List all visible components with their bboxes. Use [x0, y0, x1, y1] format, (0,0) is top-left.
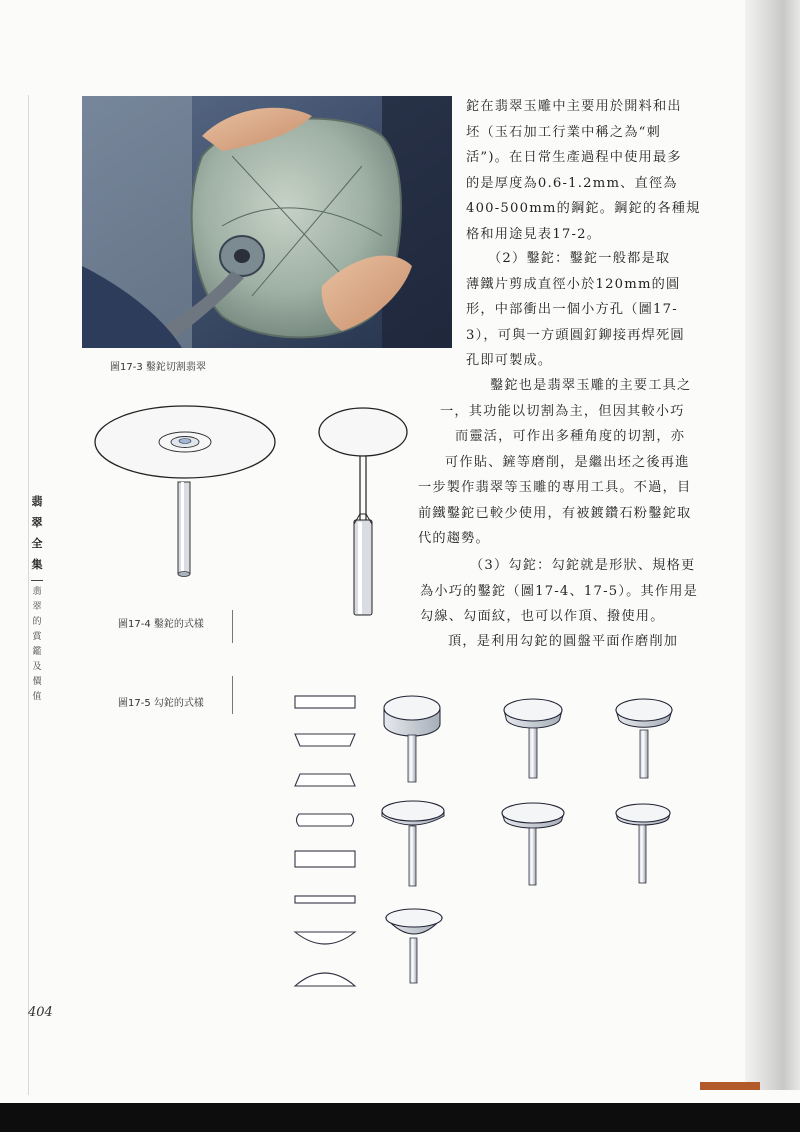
profile-taper-down [295, 734, 355, 746]
caption-rule [232, 676, 233, 714]
text-line: 的是厚度為0.6-1.2mm、直徑為 [466, 175, 678, 191]
paragraph-4 [420, 553, 756, 630]
hook-tool-6 [616, 804, 670, 883]
profile-rounded [297, 814, 354, 826]
chisel-disc-large [95, 406, 275, 577]
subtitle-char: 價 [32, 677, 42, 687]
text-line: 400-500mm的鋼鉈。鋼鉈的各種規 [466, 201, 701, 216]
margin-rule [28, 95, 29, 1095]
paragraph-2 [466, 246, 756, 374]
profile-thin [295, 896, 355, 903]
subtitle-char: 翠 [32, 602, 42, 612]
scan-border [0, 1103, 800, 1132]
hook-tool-7 [386, 909, 442, 983]
text-line: 而靈活，可作出多種角度的切割，亦 [455, 429, 686, 444]
text-line: 勾線、勾面紋，也可以作頂、撥使用。 [420, 609, 665, 624]
profile-flat [295, 696, 355, 708]
subtitle-char: 翡 [32, 587, 42, 597]
profile-thick [295, 851, 355, 867]
text-line: 可作貼、鏟等磨削，是繼出坯之後再進 [445, 454, 690, 470]
caption-figure-17-3: 圖17-3 鑿鉈切割翡翠 [110, 362, 206, 373]
text-line: 前鐵鑿鉈已較少使用，有被鍍鑽石粉鑿鉈取 [418, 505, 692, 521]
subtitle-char: 鑑 [32, 647, 42, 657]
text-line: 鉈在翡翠玉雕中主要用於開料和出 [466, 99, 682, 114]
caption-figure-17-4: 圖17-4 鑿鉈的式樣 [118, 619, 204, 630]
chisel-disc-small [319, 408, 407, 615]
text-line: 活”)。在日常生產過程中使用最多 [466, 150, 682, 165]
series-char: 翡 [31, 495, 43, 508]
paragraph-5 [448, 629, 758, 655]
subtitle-char: 值 [32, 692, 42, 702]
figure-17-4-drawing [88, 402, 448, 622]
subtitle-char: 賞 [32, 632, 42, 642]
text-line: 鑿鉈也是翡翠玉雕的主要工具之 [490, 378, 692, 393]
series-char: 全 [31, 537, 43, 550]
hook-tool-1 [384, 696, 440, 782]
text-line: （3）勾鉈：勾鉈就是形狀、規格更 [470, 558, 696, 573]
text-line: 3），可與一方頭圓釘鉚接再焊死圓 [466, 327, 685, 343]
hook-profile-shapes [290, 688, 360, 988]
text-line: 為小巧的鑿鉈（圖17-4、17-5）。其作用是 [420, 583, 699, 599]
caption-figure-17-5: 圖17-5 勾鉈的式樣 [118, 698, 204, 709]
text-line: 頂，是利用勾鉈的圓盤平面作磨削加 [448, 634, 679, 649]
hook-tool-3 [616, 699, 672, 778]
text-line: 薄鐵片剪成直徑小於120mm的圓 [466, 276, 681, 292]
caption-rule [232, 610, 233, 643]
hook-tool-5 [502, 803, 564, 885]
cover-edge [700, 1082, 760, 1090]
text-line: （2）鑿鉈：鑿鉈一般都是取 [488, 251, 671, 266]
series-char: 集 [31, 558, 43, 571]
subtitle-char: 的 [32, 617, 42, 627]
text-line: 形，中部衝出一個小方孔（圖17- [466, 302, 678, 317]
text-line: 孔即可製成。 [466, 353, 553, 368]
profile-bowl [295, 932, 355, 944]
hook-tool-2 [504, 699, 562, 778]
paragraph-1 [466, 94, 756, 247]
subtitle-char: 及 [32, 662, 42, 672]
photo-jade-cutting [82, 96, 452, 348]
page-number: 404 [28, 1005, 53, 1020]
figure-17-5-drawing [376, 688, 706, 988]
text-line: 一，其功能以切割為主，但因其較小巧 [440, 403, 685, 419]
series-char: 翠 [31, 516, 43, 529]
series-title-vertical [30, 494, 44, 705]
text-line: 一步製作翡翠等玉雕的專用工具。不過，目 [418, 480, 692, 495]
hook-tool-4 [382, 801, 444, 886]
profile-dome [295, 973, 355, 986]
profile-taper-up [295, 774, 355, 786]
text-line: 代的趨勢。 [418, 531, 490, 546]
text-line: 坯（玉石加工行業中稱之為“刺 [466, 124, 661, 140]
text-line: 格和用途見表17-2。 [466, 226, 602, 242]
